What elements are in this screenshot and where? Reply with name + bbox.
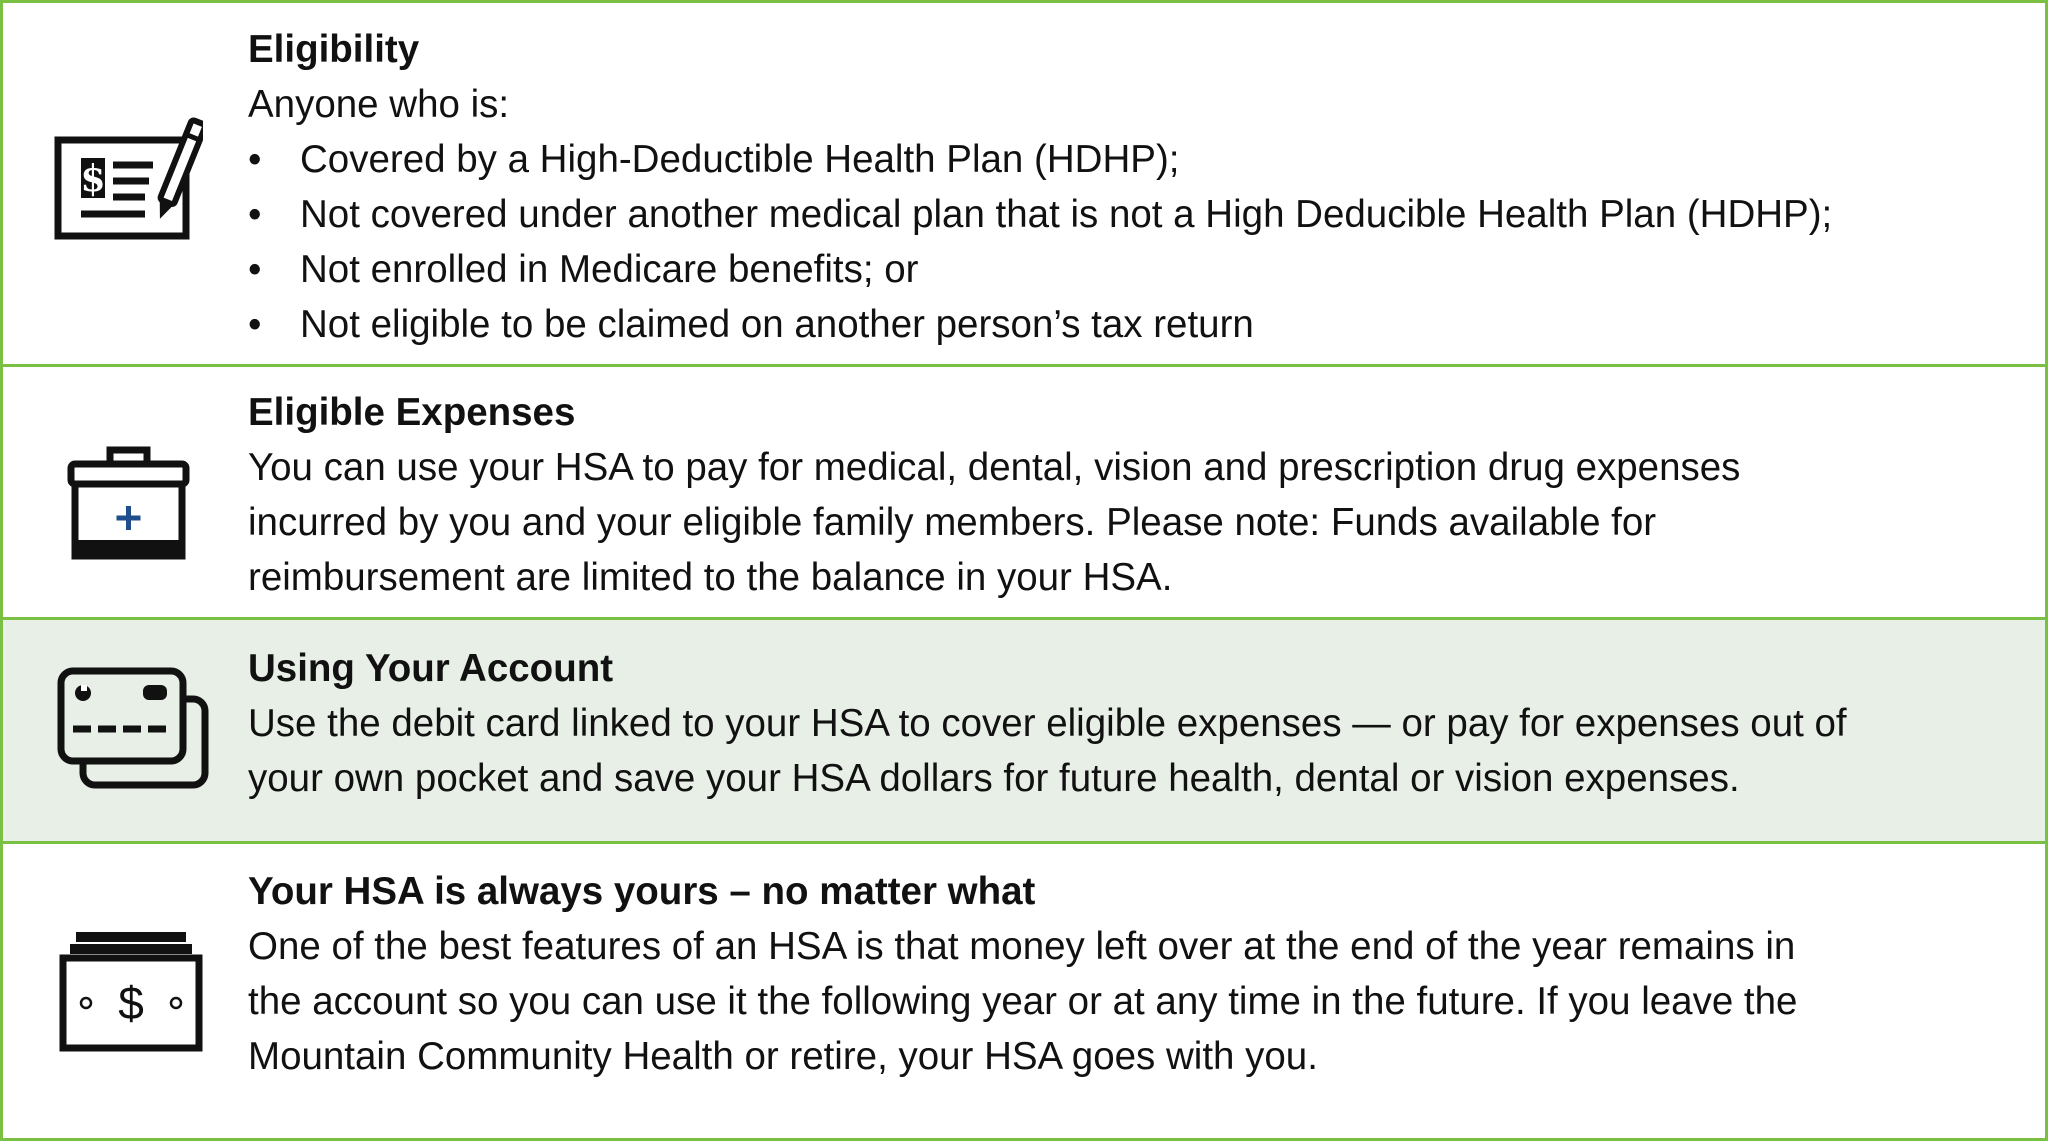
section-eligible-expenses bbox=[0, 364, 2048, 620]
medical-kit-icon bbox=[66, 440, 191, 565]
bullet-icon: • bbox=[248, 248, 262, 291]
body-line: One of the best features of an HSA is that money left over at the end of the year remains in bbox=[248, 925, 1796, 968]
section-eligibility bbox=[0, 0, 2048, 367]
svg-text:$: $ bbox=[80, 158, 106, 200]
account-content bbox=[248, 641, 2005, 806]
list-item: • Not eligible to be claimed on another person’s tax return bbox=[248, 297, 2005, 352]
section-title: Eligible Expenses bbox=[248, 391, 576, 434]
body-line: Mountain Community Health or retire, your HSA goes with you. bbox=[248, 1035, 1318, 1078]
section-title: Eligibility bbox=[248, 28, 420, 71]
section-intro: Anyone who is: bbox=[248, 83, 510, 126]
section-title: Using Your Account bbox=[248, 647, 614, 690]
list-item: • Not enrolled in Medicare benefits; or bbox=[248, 242, 2005, 297]
body-line: your own pocket and save your HSA dollars for future health, dental or vision expenses. bbox=[248, 757, 1740, 800]
section-hsa-always-yours bbox=[0, 841, 2048, 1141]
check-signing-icon bbox=[53, 113, 203, 243]
body-line: the account so you can use it the following year or at any time in the future. If you leave the bbox=[248, 980, 1798, 1023]
bullet-icon: • bbox=[248, 303, 262, 346]
body-line: You can use your HSA to pay for medical, dental, vision and prescription drug expenses bbox=[248, 446, 1741, 489]
debit-cards-icon bbox=[55, 665, 215, 795]
bullet-icon: • bbox=[248, 138, 262, 181]
eligibility-list bbox=[248, 132, 2005, 352]
always-yours-content bbox=[248, 864, 2005, 1084]
body-line: Use the debit card linked to your HSA to cover eligible expenses — or pay for expenses out of bbox=[248, 702, 1847, 745]
expenses-content bbox=[248, 385, 2005, 605]
body-line: incurred by you and your eligible family members. Please note: Funds available for bbox=[248, 501, 1657, 544]
section-title: Your HSA is always yours – no matter what bbox=[248, 870, 1036, 913]
svg-text:$: $ bbox=[118, 977, 144, 1029]
body-line: reimbursement are limited to the balance in your HSA. bbox=[248, 556, 1173, 599]
bullet-icon: • bbox=[248, 193, 262, 236]
money-stack-icon bbox=[58, 926, 208, 1056]
list-item: • Not covered under another medical plan that is not a High Deducible Health Plan (HDHP); bbox=[248, 187, 2005, 242]
eligibility-content bbox=[248, 22, 2005, 352]
section-using-your-account bbox=[0, 617, 2048, 844]
list-item: • Covered by a High-Deductible Health Plan (HDHP); bbox=[248, 132, 2005, 187]
